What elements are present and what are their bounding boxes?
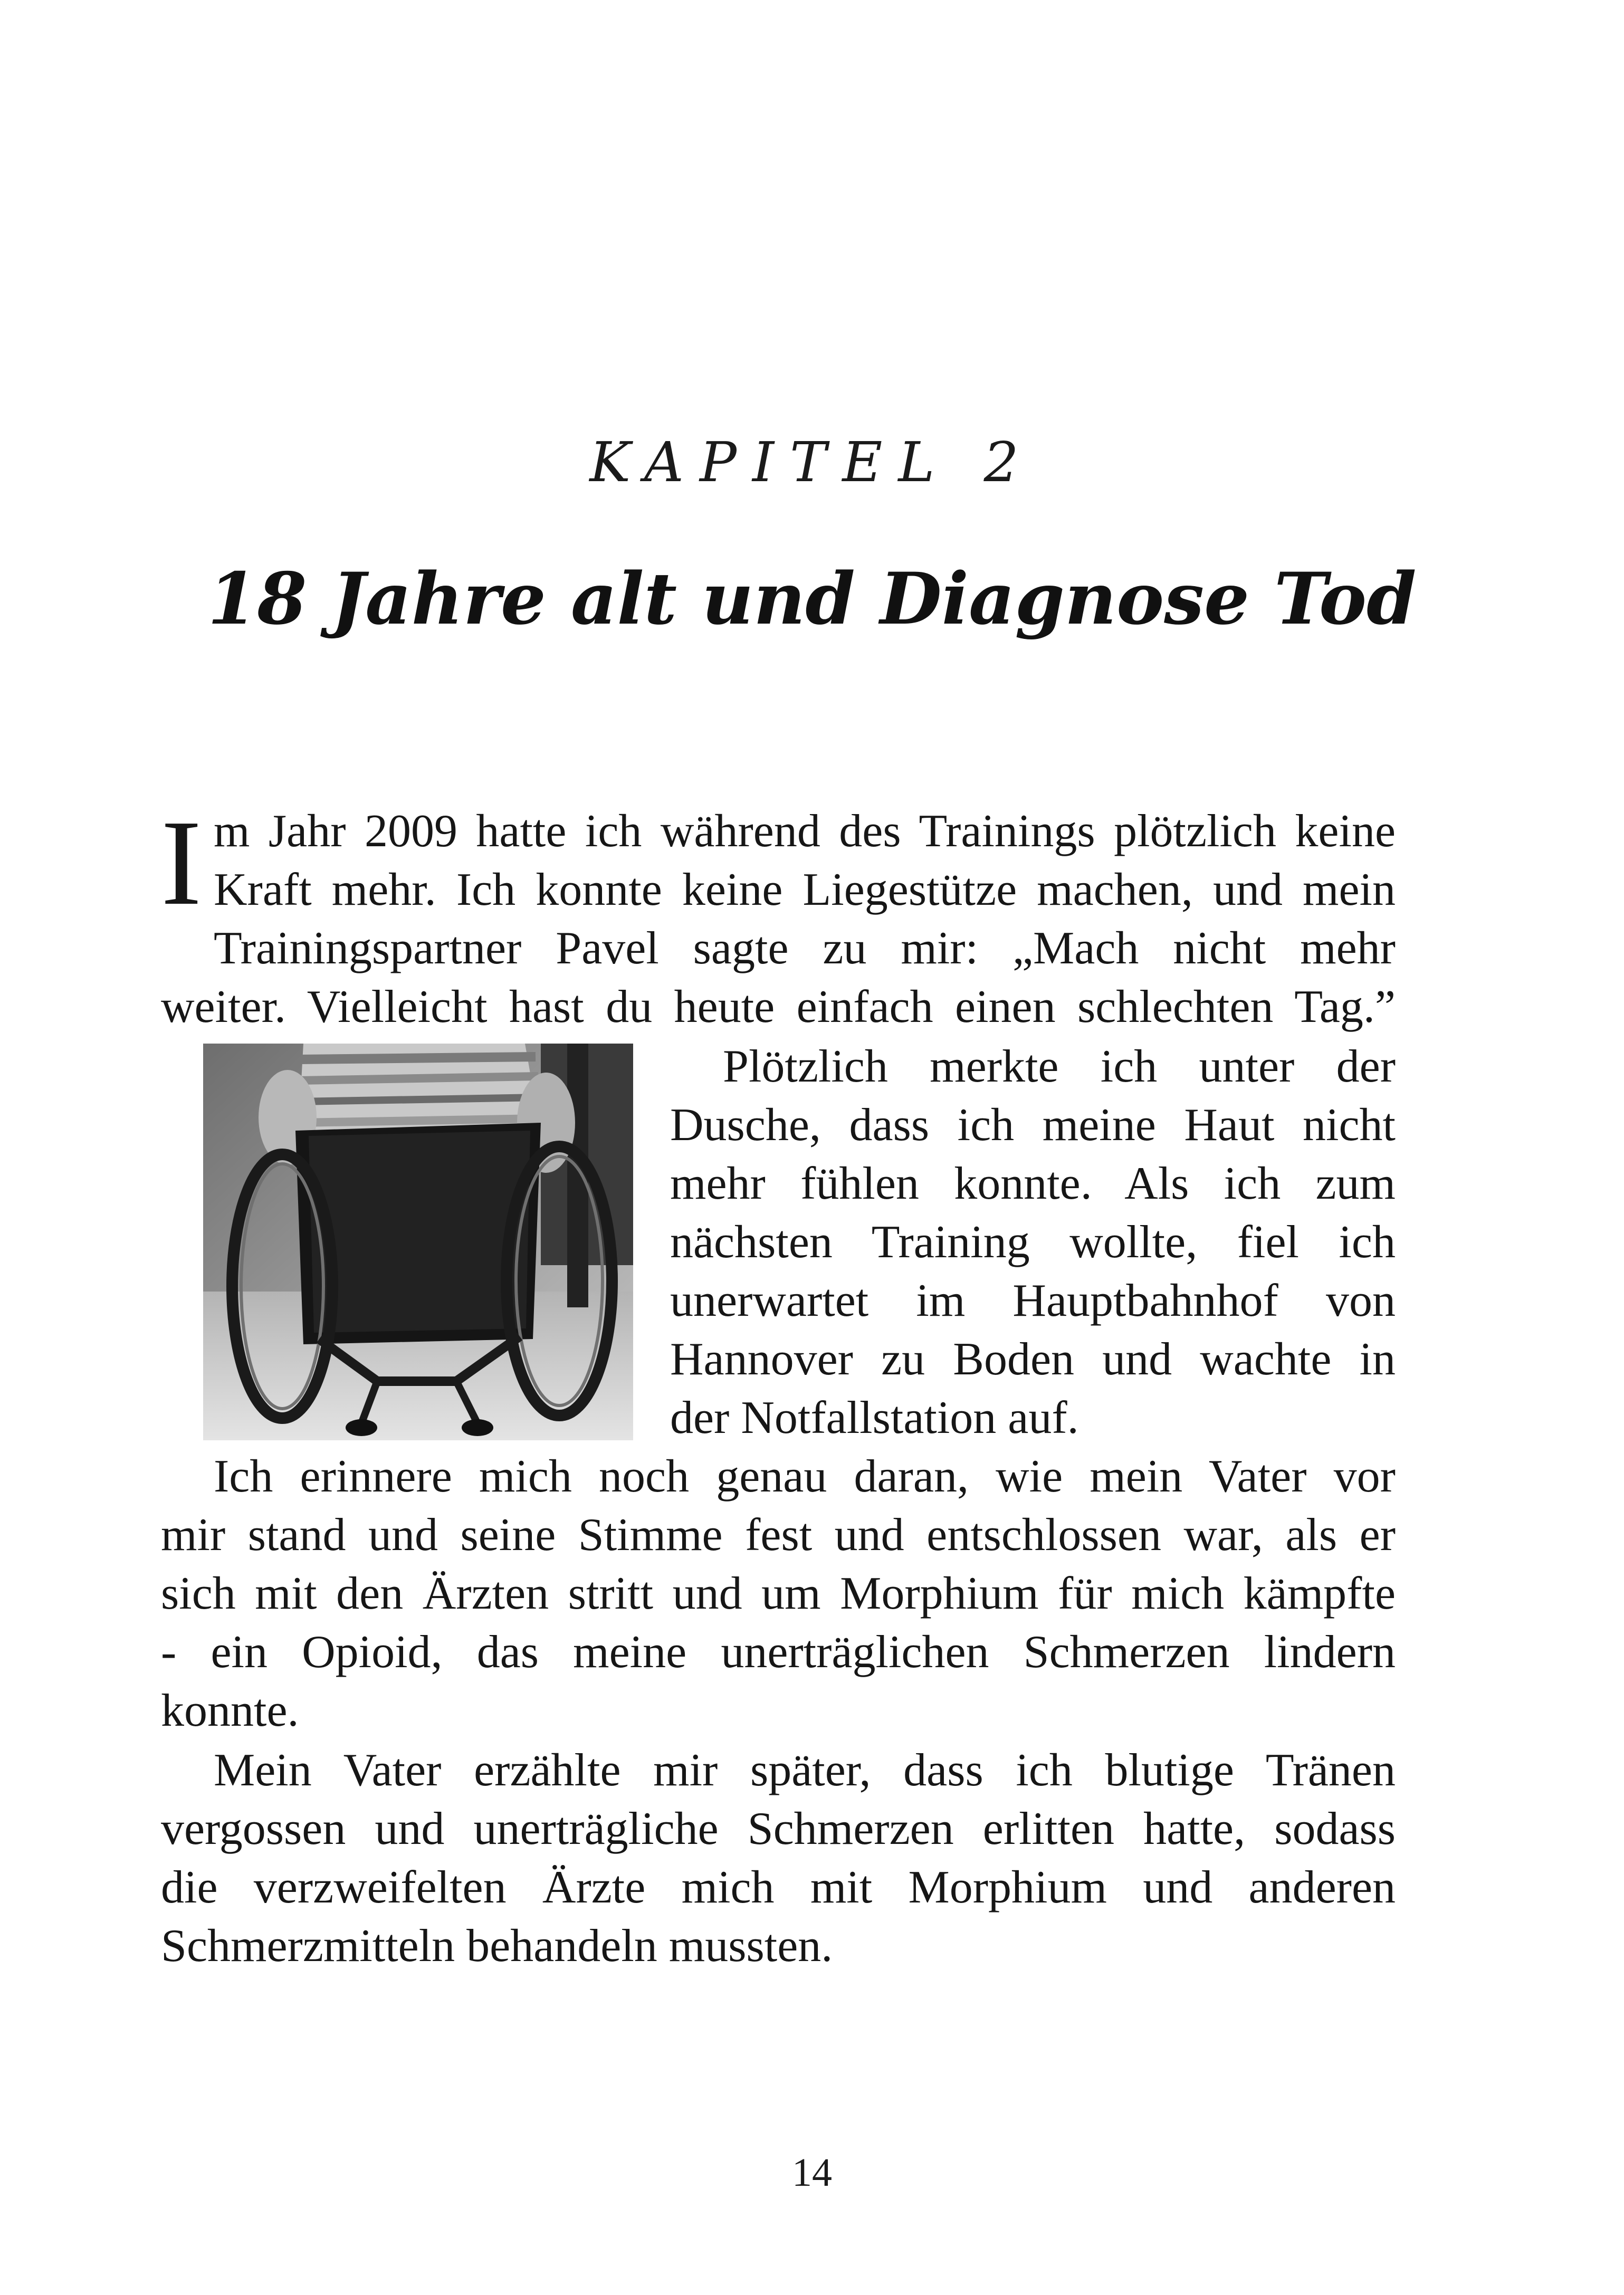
text-line: - ein Opioid, das meine unerträglichen Schmerzen lindern xyxy=(161,1627,1396,1678)
text-line: sich mit den Ärzten stritt und um Morphium für mich kämpfte xyxy=(161,1568,1396,1619)
paragraph-1 xyxy=(161,795,1396,1036)
text-line: der Notfallstation auf. xyxy=(670,1392,1079,1443)
text-line: Mein Vater erzählte mir später, dass ich blutige Tränen xyxy=(214,1745,1396,1796)
text-line: mir stand und seine Stimme fest und entschlossen war, als er xyxy=(161,1509,1396,1561)
paragraph-2 xyxy=(670,1037,1396,1447)
text-line: m Jahr 2009 hatte ich während des Trainings plötzlich keine xyxy=(214,806,1396,857)
text-line: weiter. Vielleicht hast du heute einfach einen schlechten Tag.” xyxy=(161,981,1396,1032)
text-line: konnte. xyxy=(161,1685,299,1736)
text-line: mehr fühlen konnte. Als ich zum xyxy=(670,1158,1396,1209)
text-line: Schmerzmitteln behandeln mussten. xyxy=(161,1920,833,1972)
wheelchair-photo xyxy=(203,1044,633,1440)
text-line: Hannover zu Boden und wachte in xyxy=(670,1334,1396,1385)
chapter-label: KAPITEL 2 xyxy=(589,430,1035,494)
text-line: Trainingspartner Pavel sagte zu mir: „Mach nicht mehr xyxy=(214,923,1396,974)
page-number: 14 xyxy=(792,2150,832,2195)
text-line: vergossen und unerträgliche Schmerzen erlitten hatte, sodass xyxy=(161,1803,1396,1854)
text-line: Ich erinnere mich noch genau daran, wie mein Vater vor xyxy=(214,1451,1396,1502)
chapter-title: 18 Jahre alt und Diagnose Tod xyxy=(207,557,1417,640)
drop-cap: I xyxy=(161,795,202,931)
text-line: nächsten Training wollte, fiel ich xyxy=(670,1217,1396,1268)
text-line: die verzweifelten Ärzte mich mit Morphium und anderen xyxy=(161,1862,1396,1913)
paragraph-4 xyxy=(161,1741,1396,1975)
text-line: Plötzlich merkte ich unter der xyxy=(723,1041,1396,1092)
paragraph-3 xyxy=(161,1447,1396,1740)
text-line: unerwartet im Hauptbahnhof von xyxy=(670,1275,1396,1326)
text-line: Dusche, dass ich meine Haut nicht xyxy=(670,1099,1396,1151)
text-line: Kraft mehr. Ich konnte keine Liegestütze machen, und mein xyxy=(214,864,1396,915)
